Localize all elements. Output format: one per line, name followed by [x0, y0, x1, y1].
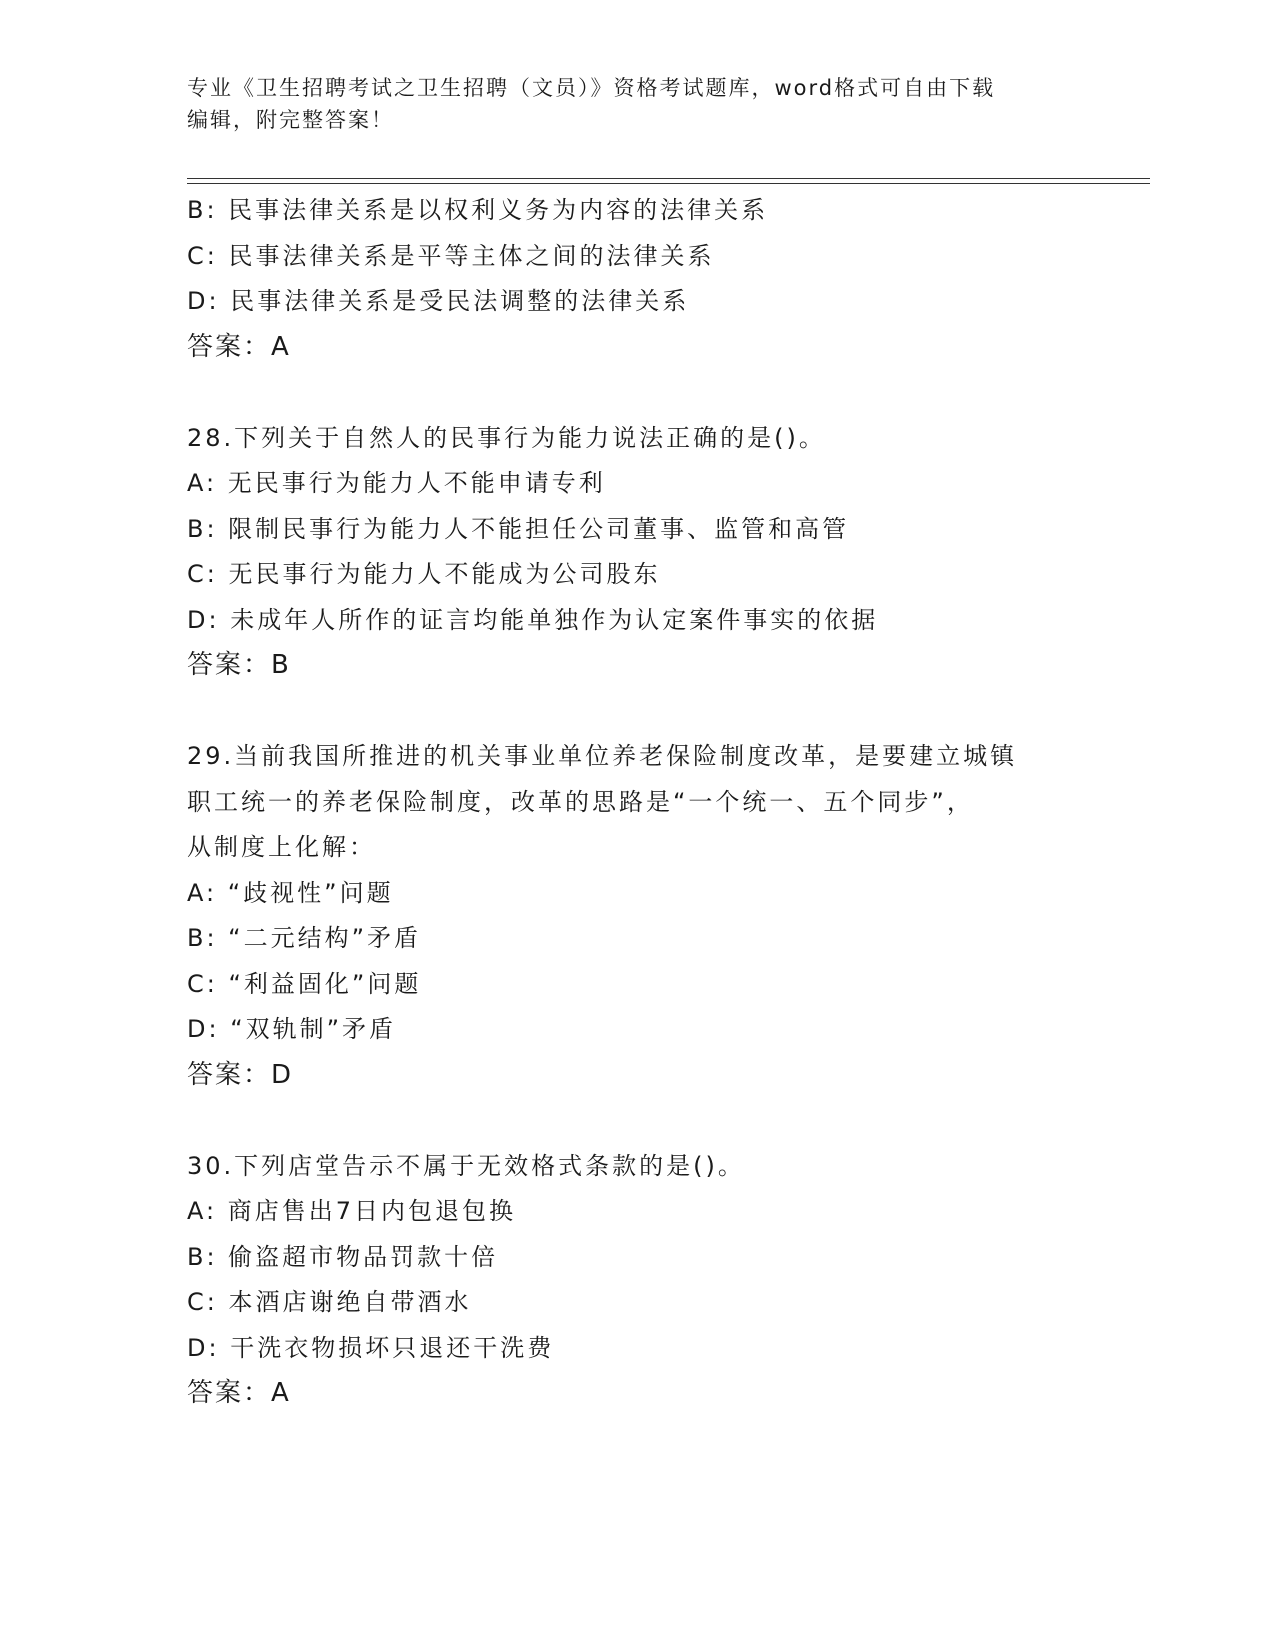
- question-stem-line-1: 29.当前我国所推进的机关事业单位养老保险制度改革，是要建立城镇: [187, 742, 1018, 770]
- question-block-30: [187, 1144, 1147, 1417]
- header-line-1: 专业《卫生招聘考试之卫生招聘（文员）》资格考试题库，word格式可自由下载: [187, 76, 996, 100]
- spacer: [187, 370, 1147, 416]
- header-divider-top: [187, 178, 1150, 179]
- spacer: [187, 689, 1147, 735]
- option-d: D: “双轨制”矛盾: [187, 1015, 397, 1043]
- option-a: A: 无民事行为能力人不能申请专利: [187, 469, 606, 497]
- option-d: D: 民事法律关系是受民法调整的法律关系: [187, 287, 690, 315]
- option-c: C: 无民事行为能力人不能成为公司股东: [187, 560, 661, 588]
- question-stem: 28.下列关于自然人的民事行为能力说法正确的是()。: [187, 423, 826, 452]
- answer-line: 答案：A: [187, 331, 291, 362]
- option-a: A: “歧视性”问题: [187, 878, 394, 907]
- question-stem-line-2: 职工统一的养老保险制度，改革的思路是“一个统一、五个同步”，: [187, 787, 974, 816]
- question-block-28: [187, 416, 1147, 689]
- answer-line: 答案：A: [187, 1378, 291, 1408]
- option-d: D: 未成年人所作的证言均能单独作为认定案件事实的依据: [187, 605, 879, 634]
- answer-line: 答案：B: [187, 650, 291, 680]
- answer-line: 答案：D: [187, 1059, 294, 1090]
- option-c: C: 民事法律关系是平等主体之间的法律关系: [187, 241, 715, 270]
- question-block-partial: [187, 188, 1147, 370]
- option-c: C: 本酒店谢绝自带酒水: [187, 1288, 472, 1316]
- question-list: [187, 188, 1147, 1417]
- question-stem-line-3: 从制度上化解：: [187, 833, 376, 861]
- header-line-2: 编辑，附完整答案！: [187, 108, 394, 132]
- spacer: [187, 1098, 1147, 1144]
- option-a: A: 商店售出7日内包退包换: [187, 1197, 516, 1225]
- document-header: [187, 72, 1087, 136]
- option-b: B: “二元结构”矛盾: [187, 924, 422, 952]
- header-divider-bottom: [187, 183, 1150, 184]
- option-d: D: 干洗衣物损坏只退还干洗费: [187, 1333, 555, 1362]
- option-b: B: 偷盗超市物品罚款十倍: [187, 1242, 499, 1271]
- option-c: C: “利益固化”问题: [187, 969, 422, 998]
- question-block-29: [187, 734, 1147, 1098]
- option-b: B: 民事法律关系是以权利义务为内容的法律关系: [187, 196, 769, 224]
- question-stem: 30.下列店堂告示不属于无效格式条款的是()。: [187, 1151, 745, 1180]
- option-b: B: 限制民事行为能力人不能担任公司董事、监管和高管: [187, 514, 850, 543]
